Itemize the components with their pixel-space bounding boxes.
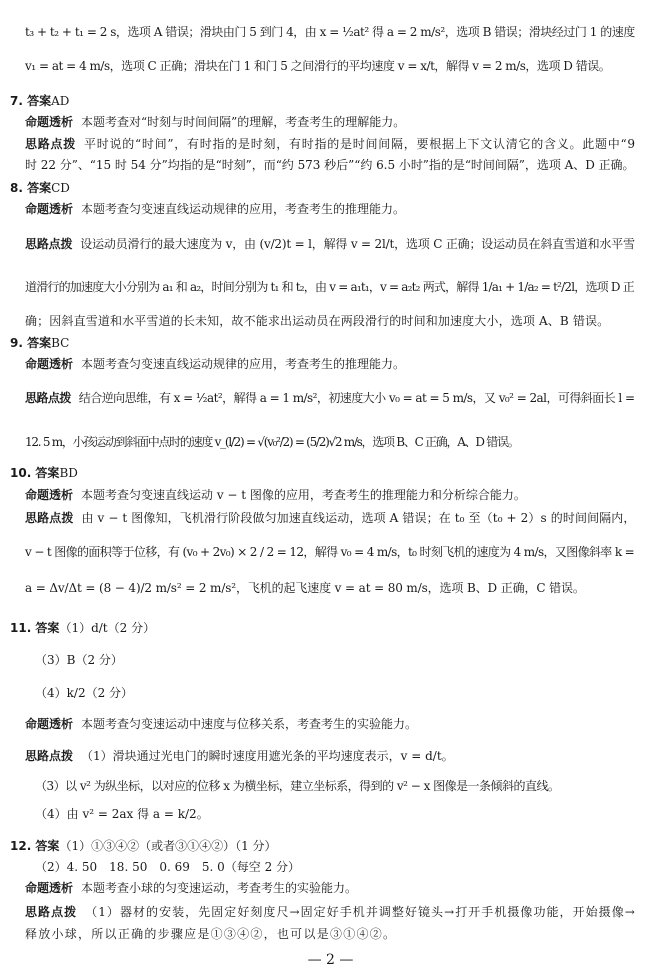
text-line xyxy=(35,778,559,794)
line-text: v₁ = at = 4 m/s，选项 C 正确；滑块在门 1 和门 5 之间滑行的平均速度 v = x/t，解得 v = 2 m/s，选项 D 错误。 xyxy=(25,59,611,73)
text-line xyxy=(10,465,78,481)
section-label: 命题透析 xyxy=(25,202,74,216)
line-text: 道滑行的加速度大小分别为 a₁ 和 a₂，时间分别为 t₁ 和 t₂，由 v = a₁t₁，v = a₂t₂ 两式，解得 1/a₁ + 1/a₂ = t²/2l，选项 D 正 xyxy=(25,280,634,294)
line-text: 时 22 分”、“15 时 54 分”均指的是“时刻”，而“约 573 秒后”“约 6.5 小时”指的是“时间间隔”，选项 A、D 正确。 xyxy=(25,158,635,172)
text-line xyxy=(25,313,609,329)
text-line xyxy=(25,24,635,40)
text-line xyxy=(25,880,357,896)
section-label: 命题透析 xyxy=(25,115,74,129)
line-text: CD xyxy=(51,181,70,195)
line-text: （2）4. 50 18. 50 0. 69 5. 0（每空 2 分） xyxy=(35,860,301,874)
text-line xyxy=(25,201,405,217)
line-text: t₃ + t₂ + t₁ = 2 s，选项 A 错误；滑块由门 5 到门 4，由 x = ½at² 得 a = 2 m/s²，选项 B 错误；滑块经过门 1 的速度 xyxy=(25,25,635,39)
line-text: 12. 5 m，小孩运动到斜面中点时的速度 v_(l/2) = √(v₀²/2) = (5/2)√2 m/s，选项 B、C 正确，A、D 错误。 xyxy=(25,435,519,449)
text-line xyxy=(25,236,635,252)
line-text: BC xyxy=(51,336,70,350)
text-line xyxy=(25,544,634,560)
question-number: 11. 答案 xyxy=(10,621,60,635)
line-text: 由 v − t 图像知，飞机滑行阶段做匀加速直线运动，选项 A 错误；在 t₀ 至（t₀ + 2）s 的时间间隔内， xyxy=(81,511,636,525)
line-text: 本题考查小球的匀变速运动，考查考生的实验能力。 xyxy=(81,881,358,895)
section-label: 思路点拨 xyxy=(25,905,78,919)
text-line xyxy=(25,904,636,920)
section-label: 思路点拨 xyxy=(25,391,71,405)
line-text: 本题考查匀变速直线运动规律的应用，考查考生的推理能力。 xyxy=(81,357,406,371)
line-text: （4）k/2（2 分） xyxy=(35,686,134,700)
line-text: （1）滑块通过光电门的瞬时速度用遮光条的平均速度表示，v = d/t。 xyxy=(81,749,454,763)
line-text: a = Δv/Δt = (8 − 4)/2 m/s² = 2 m/s²，飞机的起飞速度 v = at = 80 m/s，选项 B、D 正确，C 错误。 xyxy=(25,581,585,595)
text-line xyxy=(25,487,526,503)
section-label: 思路点拨 xyxy=(25,511,74,525)
section-label: 思路点拨 xyxy=(25,237,73,251)
line-text: 结合逆向思维，有 x = ½at²，解得 a = 1 m/s²，初速度大小 v₀ = at = 5 m/s，又 v₀² = 2al，可得斜面长 l = xyxy=(78,391,635,405)
question-number: 10. 答案 xyxy=(10,466,60,480)
line-text: 本题考查匀变速运动中速度与位移关系，考查考生的实验能力。 xyxy=(81,717,418,731)
line-text: v − t 图像的面积等于位移，有 (v₀ + 2v₀) × 2 / 2 = 12，解得 v₀ = 4 m/s，t₀ 时刻飞机的速度为 4 m/s，又图像斜率 k = xyxy=(25,545,635,559)
section-label: 思路点拨 xyxy=(25,749,74,763)
text-line xyxy=(10,93,69,109)
question-number: 12. 答案 xyxy=(10,839,60,853)
text-line xyxy=(35,685,133,701)
page-number: — 2 — xyxy=(307,952,354,968)
text-line xyxy=(10,838,277,854)
question-number: 9. 答案 xyxy=(10,336,52,350)
text-line xyxy=(25,136,636,152)
line-text: AD xyxy=(51,94,70,108)
text-line xyxy=(35,806,209,822)
line-text: 本题考查对“时刻与时间间隔”的理解，考查考生的理解能力。 xyxy=(81,115,406,129)
text-line xyxy=(25,58,610,74)
line-text: 释放小球，所以正确的步骤应是①③④②，也可以是③①④②。 xyxy=(25,927,397,941)
text-line xyxy=(25,157,635,173)
line-text: （1）d/t（2 分） xyxy=(59,621,156,635)
section-label: 命题透析 xyxy=(25,357,74,371)
line-text: 确；因斜直雪道和水平雪道的长未知，故不能求出运动员在两段滑行的时间和加速度大小，选项 A、B 错误。 xyxy=(25,314,610,328)
text-line xyxy=(25,580,585,596)
text-line xyxy=(10,620,155,636)
line-text: 平时说的“时间”，有时指的是时刻，有时指的是时间间隔，要根据上下文认清它的含义。此题中“9 xyxy=(84,137,636,151)
text-line xyxy=(25,434,518,450)
section-label: 命题透析 xyxy=(25,488,74,502)
line-text: （3）以 v² 为纵坐标，以对应的位移 x 为横坐标，建立坐标系，得到的 v² − x 图像是一条倾斜的直线。 xyxy=(35,779,560,793)
question-number: 7. 答案 xyxy=(10,94,52,108)
section-label: 命题透析 xyxy=(25,881,74,895)
text-line xyxy=(25,114,405,130)
line-text: （4）由 v² = 2ax 得 a = k/2。 xyxy=(35,807,209,821)
line-text: 设运动员滑行的最大速度为 v，由 (v/2)t = l，解得 v = 2l/t，选项 C 正确；设运动员在斜直雪道和水平雪 xyxy=(80,237,635,251)
line-text: 本题考查匀变速直线运动 v − t 图像的应用，考查考生的推理能力和分析综合能力。 xyxy=(81,488,526,502)
text-line xyxy=(10,335,69,351)
text-line xyxy=(25,716,417,732)
line-text: BD xyxy=(59,466,78,480)
text-line xyxy=(25,279,634,295)
text-line xyxy=(35,652,123,668)
text-line xyxy=(25,510,636,526)
line-text: 本题考查匀变速直线运动规律的应用，考查考生的推理能力。 xyxy=(81,202,406,216)
question-number: 8. 答案 xyxy=(10,181,52,195)
text-line xyxy=(25,390,634,406)
line-text: （3）B（2 分） xyxy=(35,653,123,667)
line-text: （1）①③④②（或者③①④②）（1 分） xyxy=(59,839,277,853)
line-text: （1）器材的安装，先固定好刻度尺→固定好手机并调整好镜头→打开手机摄像功能，开始摄像→ xyxy=(85,905,636,919)
text-line xyxy=(10,180,70,196)
text-line xyxy=(25,748,454,764)
text-line xyxy=(35,859,300,875)
text-line xyxy=(25,356,405,372)
section-label: 思路点拨 xyxy=(25,137,77,151)
section-label: 命题透析 xyxy=(25,717,74,731)
text-line xyxy=(25,926,396,942)
